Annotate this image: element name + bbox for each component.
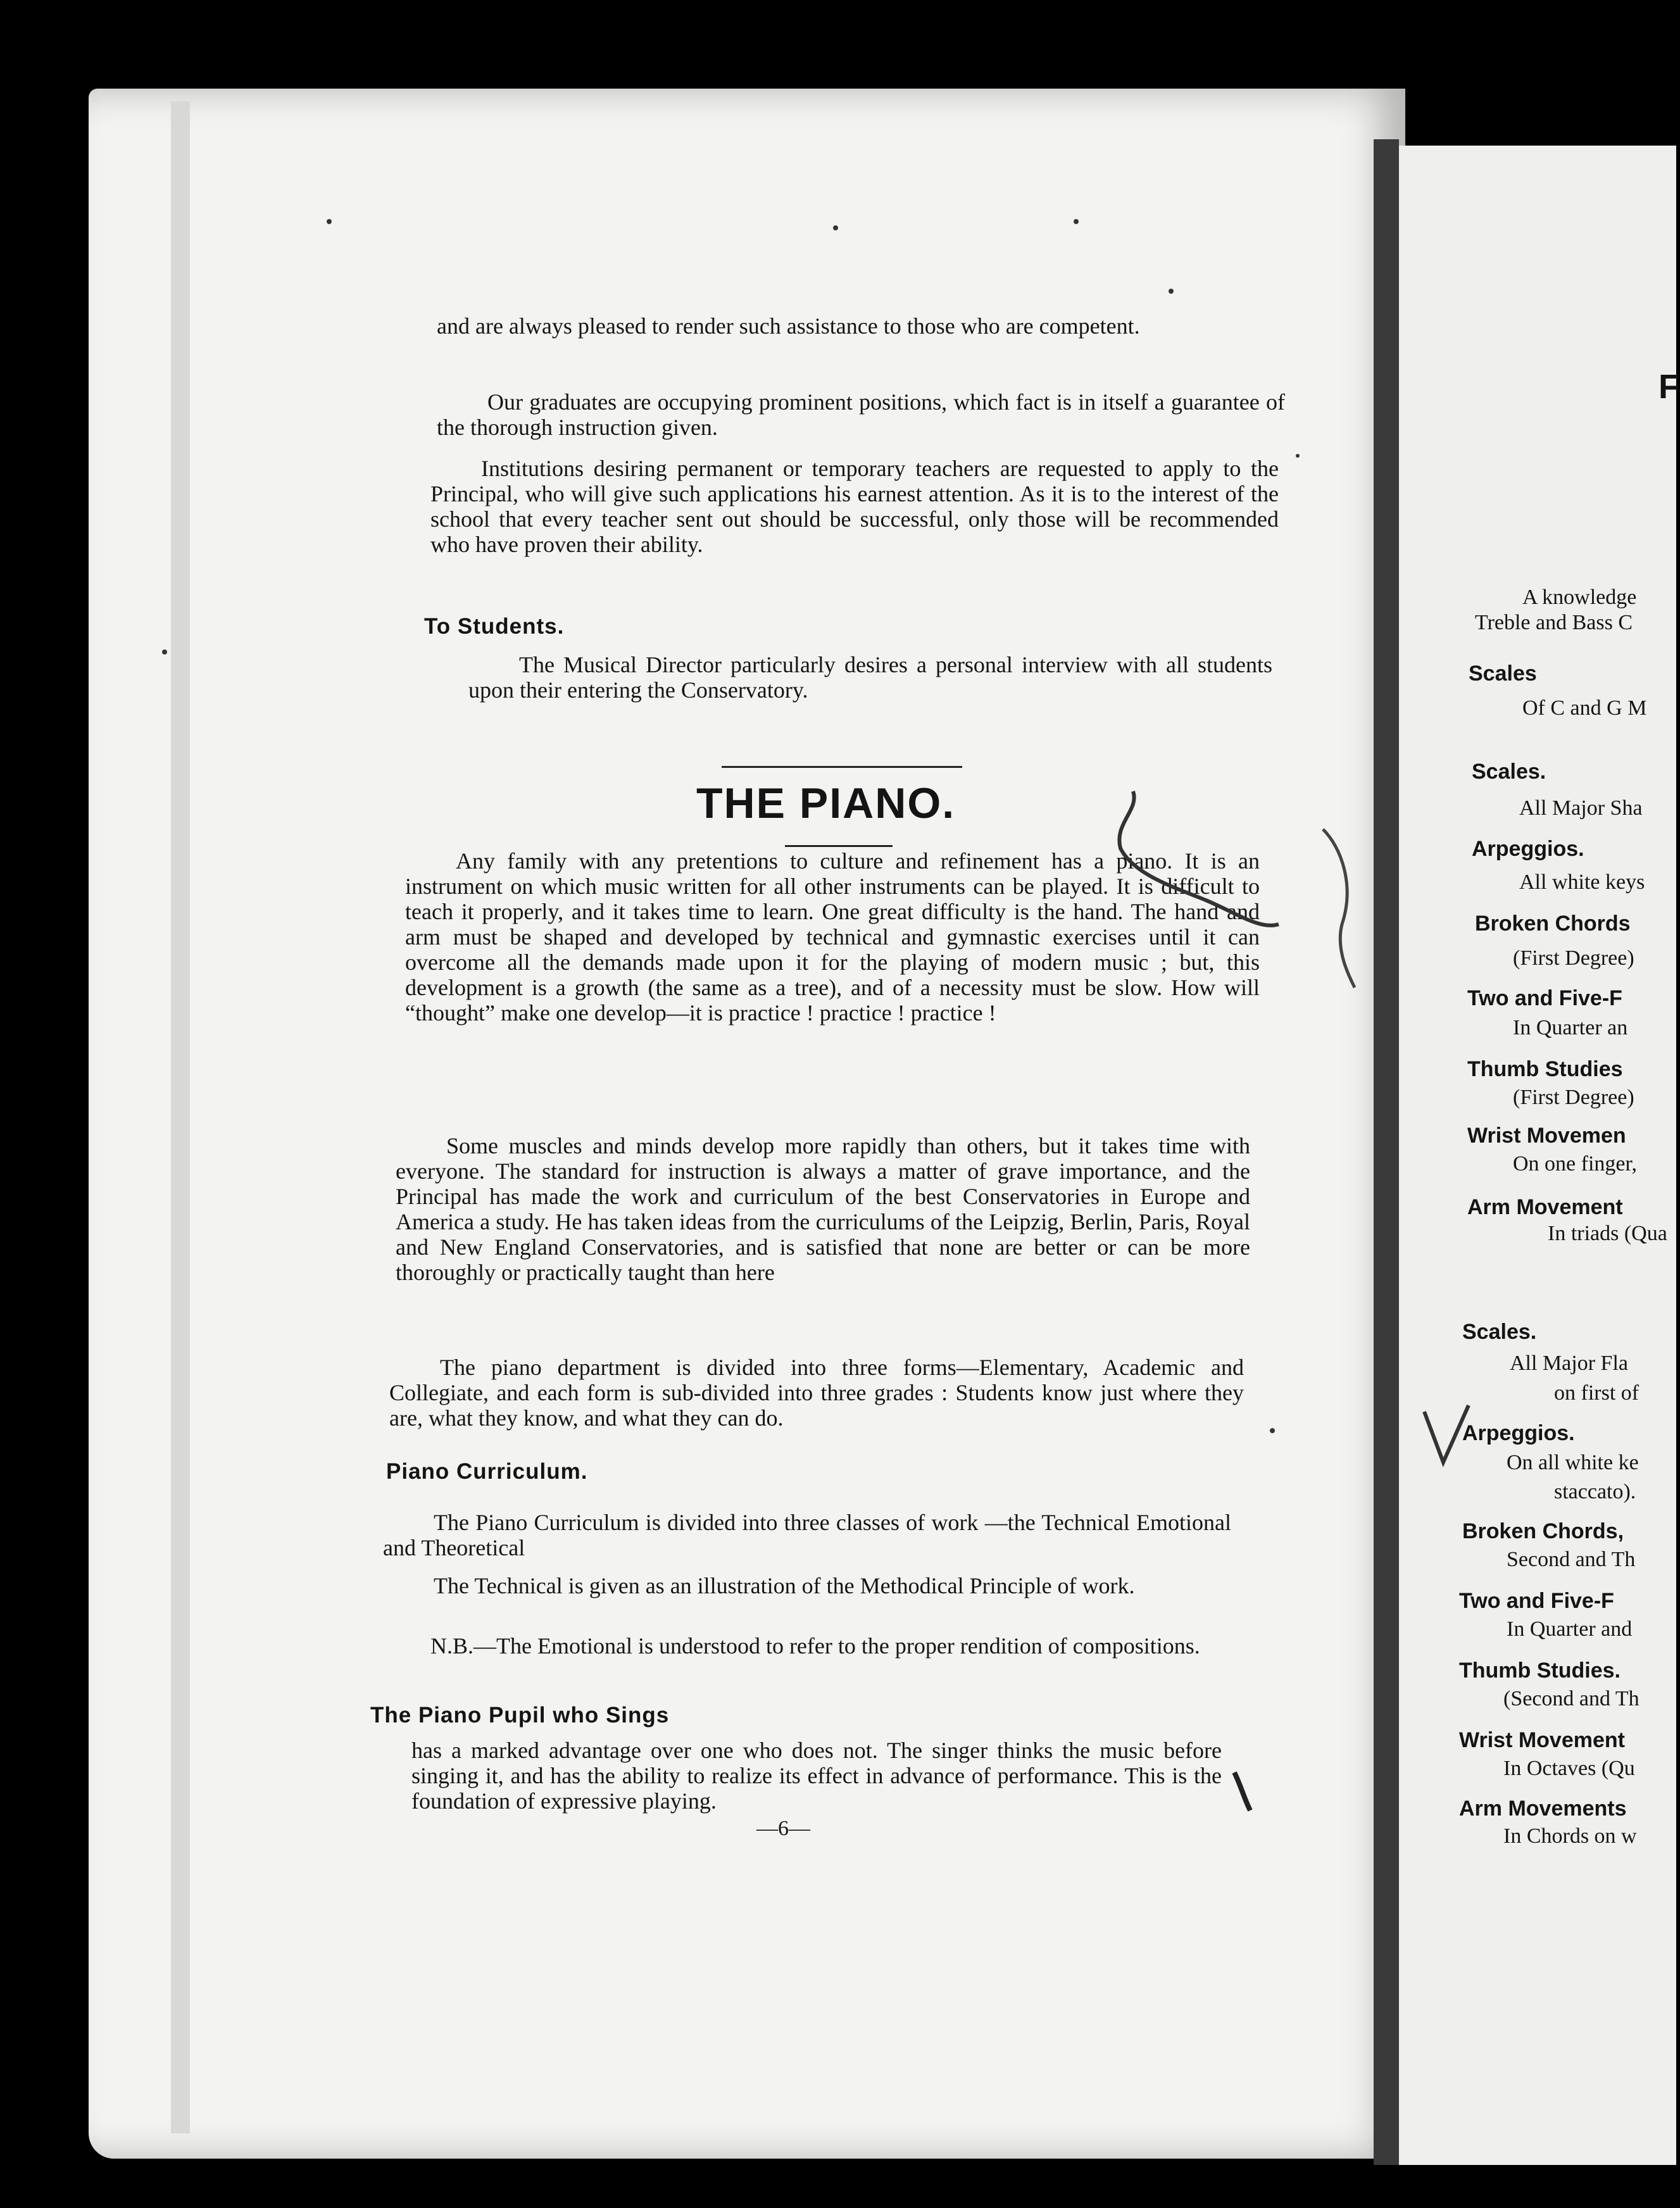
right-line: In Chords on w xyxy=(1503,1824,1637,1848)
right-line: (Second and Th xyxy=(1503,1687,1639,1710)
right-line: staccato). xyxy=(1554,1480,1636,1503)
right-line: In Quarter an xyxy=(1513,1016,1628,1039)
paragraph-continued: and are always pleased to render such assistance to those who are competent. xyxy=(437,313,1140,339)
pencil-mark xyxy=(1234,1772,1250,1810)
right-heading: Two and Five-F xyxy=(1467,986,1622,1010)
right-heading: Arpeggios. xyxy=(1462,1421,1575,1445)
right-line: (First Degree) xyxy=(1513,1086,1634,1109)
heading-piano-curriculum: Piano Curriculum. xyxy=(386,1459,588,1484)
right-heading: Broken Chords xyxy=(1475,912,1631,936)
paragraph-institutions: Institutions desiring permanent or temporary teachers are requested to apply to the Principal, who will give such applications his earnest attention. As it is to the interest of the school that every teacher sent out should be successful, only those will be recommended who have proven their ability. xyxy=(430,456,1279,557)
right-heading: Two and Five-F xyxy=(1459,1589,1614,1613)
right-line: In Octaves (Qu xyxy=(1503,1757,1635,1780)
right-heading: Arpeggios. xyxy=(1472,837,1584,861)
right-line: In triads (Qua xyxy=(1548,1222,1667,1245)
right-heading: Scales. xyxy=(1462,1320,1537,1344)
right-line: All white keys xyxy=(1519,870,1645,894)
right-line: Of C and G M xyxy=(1522,696,1647,720)
right-heading: Scales xyxy=(1469,662,1537,686)
paragraph-graduates: Our graduates are occupying prominent positions, which fact is in itself a guarantee of the thorough instruction given. xyxy=(437,389,1285,440)
right-line: Second and Th xyxy=(1507,1548,1636,1571)
right-title-fragment: F xyxy=(1658,368,1680,406)
right-heading: Thumb Studies. xyxy=(1459,1659,1620,1683)
pencil-tick xyxy=(1424,1405,1469,1462)
right-heading: Broken Chords, xyxy=(1462,1519,1624,1543)
right-line: All Major Fla xyxy=(1510,1352,1628,1375)
pencil-squiggle xyxy=(1323,829,1355,988)
heading-to-students: To Students. xyxy=(424,614,565,639)
right-heading: Wrist Movement xyxy=(1459,1728,1625,1752)
right-line: On one finger, xyxy=(1513,1152,1637,1176)
right-heading: Wrist Movemen xyxy=(1467,1124,1626,1148)
paragraph-technical: The Technical is given as an illustration of the Methodical Principle of work. xyxy=(434,1573,1135,1598)
paragraph-curriculum: The Piano Curriculum is divided into three classes of work —the Technical Emotional and Theoretical xyxy=(383,1510,1231,1560)
right-heading: Arm Movements xyxy=(1459,1797,1627,1821)
right-line: All Major Sha xyxy=(1519,796,1643,820)
paragraph-any-family: Any family with any pretentions to culture and refinement has a piano. It is an instrument on which music written for all other instruments can be played. It is difficult to teach it properly, and it takes time to learn. One great difficulty is the hand. The hand and arm must be shaped and developed by technical and gymnastic exercises until it can overcome all the demands made upon it for the playing of modern music ; but, this development is a growth (the same as a tree), and of a necessity must be slow. How will “thought” make one develop—it is practice ! practice ! practice ! xyxy=(405,848,1260,1026)
paragraph-pupil: has a marked advantage over one who does not. The singer thinks the music before singing it, and has the ability to realize its effect in advance of performance. This is the foundation of expressive playing. xyxy=(411,1738,1222,1814)
right-line: In Quarter and xyxy=(1507,1617,1633,1641)
heading-piano-pupil: The Piano Pupil who Sings xyxy=(370,1703,670,1728)
pencil-squiggle xyxy=(1119,791,1279,925)
right-heading: Arm Movement xyxy=(1467,1195,1623,1219)
right-heading: Scales. xyxy=(1472,760,1546,784)
right-line: Treble and Bass C xyxy=(1475,611,1633,634)
right-line: (First Degree) xyxy=(1513,946,1634,970)
paragraph-muscles: Some muscles and minds develop more rapidly than others, but it takes time with everyone. The standard for instruction is always a matter of grave importance, and the Principal has made the work and curriculum of the best Conservatories in Europe and America a study. He has taken ideas from the curriculums of the Leipzig, Berlin, Paris, Royal and New England Conservatories, and is satisfied that none are better or can be more thoroughly or practically taught than here xyxy=(396,1133,1250,1285)
right-line: On all white ke xyxy=(1507,1451,1639,1474)
page-number: —6— xyxy=(756,1817,810,1840)
right-heading: Thumb Studies xyxy=(1467,1057,1623,1081)
page-title: THE PIANO. xyxy=(696,779,956,827)
right-line: A knowledge xyxy=(1522,586,1637,609)
paragraph-nb: N.B.—The Emotional is understood to refer to the proper rendition of compositions. xyxy=(430,1633,1200,1659)
right-line: on first of xyxy=(1554,1381,1639,1405)
paragraph-musical-director: The Musical Director particularly desires a personal interview with all students upon their entering the Conservatory. xyxy=(468,652,1272,703)
paragraph-department: The piano department is divided into three forms—Elementary, Academic and Collegiate, and each form is sub-divided into three grades : Students know just where they are, what they know, and what they can do. xyxy=(389,1355,1244,1431)
